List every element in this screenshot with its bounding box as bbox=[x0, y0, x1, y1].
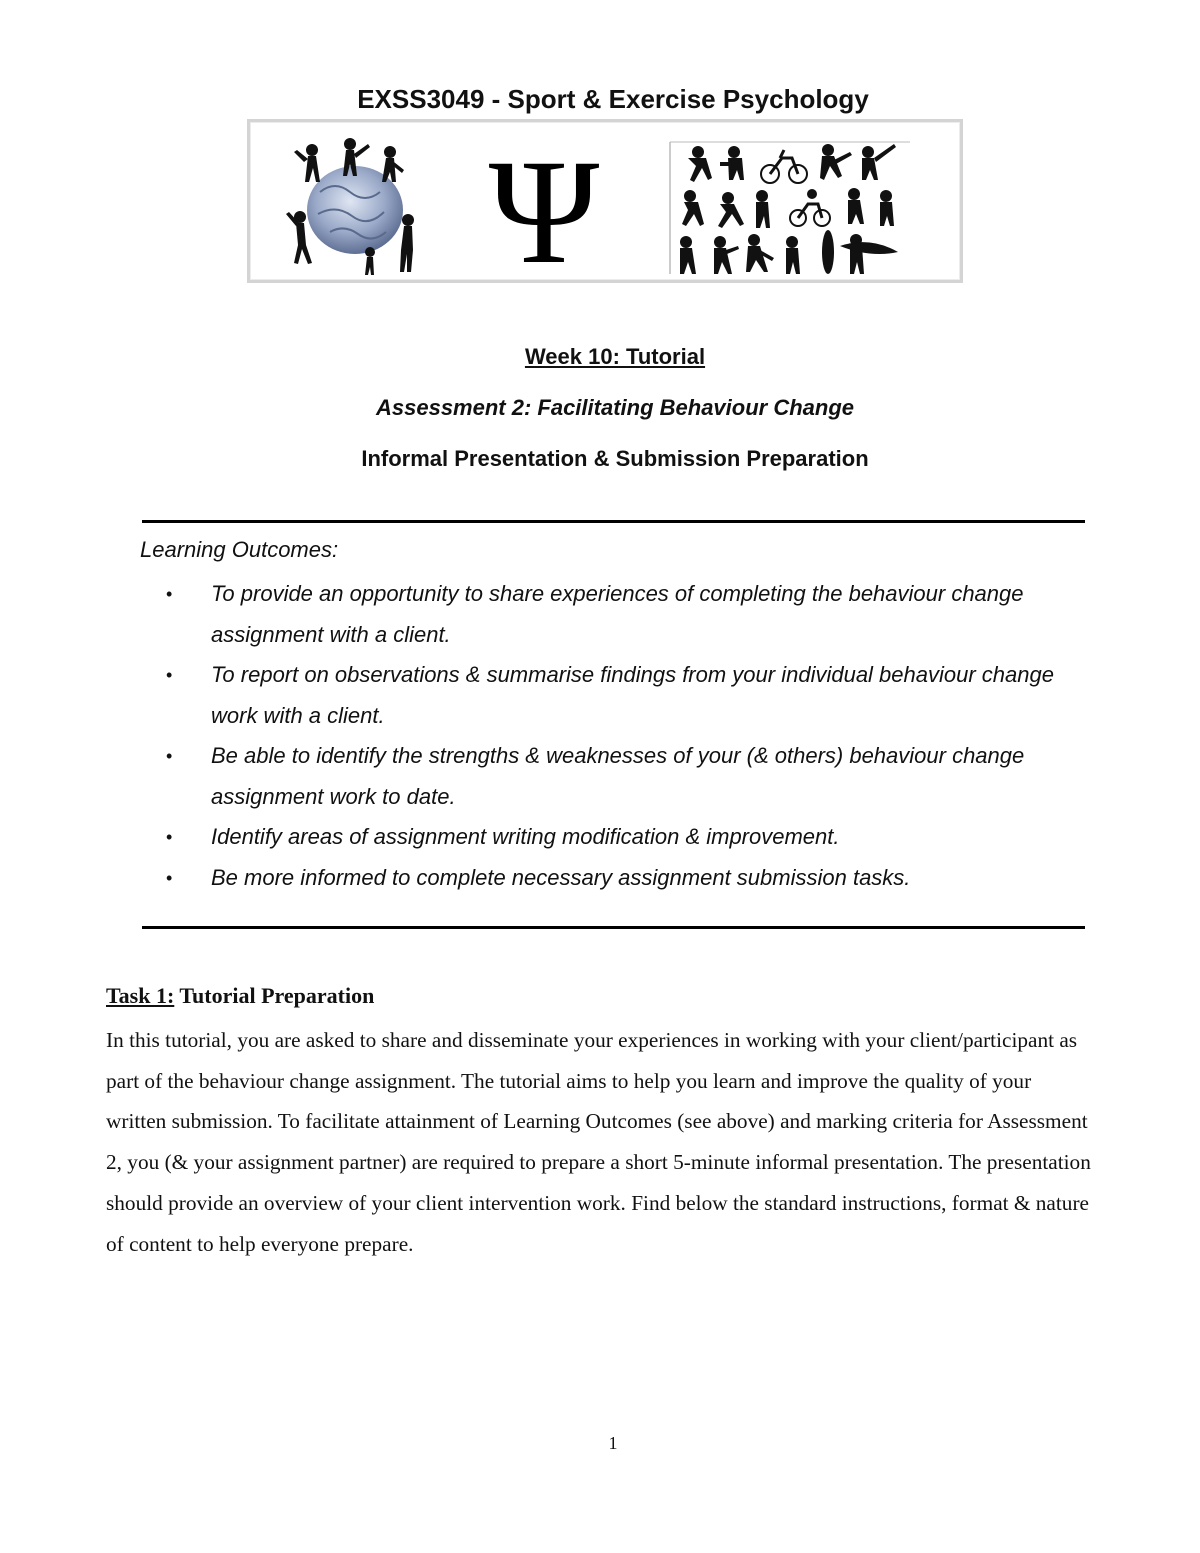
bottom-divider bbox=[142, 926, 1085, 929]
learning-outcomes-list bbox=[166, 574, 1096, 898]
list-item bbox=[166, 574, 1096, 655]
course-title: EXSS3049 - Sport & Exercise Psychology bbox=[357, 84, 869, 114]
bullet-icon: • bbox=[166, 827, 173, 847]
top-divider bbox=[142, 520, 1085, 523]
learning-outcome-text: To provide an opportunity to share experiences of completing the behaviour change assignment with a client. bbox=[211, 581, 1024, 647]
learning-outcome-text: Identify areas of assignment writing modification & improvement. bbox=[211, 824, 840, 849]
week-title: Week 10: Tutorial bbox=[524, 344, 706, 369]
bullet-icon: • bbox=[166, 665, 173, 685]
list-item bbox=[166, 655, 1096, 736]
page-number: 1 bbox=[608, 1433, 618, 1453]
brain-with-athletes-icon bbox=[286, 138, 414, 275]
list-item bbox=[166, 736, 1096, 817]
list-item bbox=[166, 817, 1096, 858]
banner-illustration bbox=[250, 122, 960, 280]
bullet-icon: • bbox=[166, 867, 173, 888]
task-1-body: In this tutorial, you are asked to share and disseminate your experiences in working with your client/participant as part of the behaviour change assignment. The tutorial aims to help you learn and improve the quality of your written submission. To facilitate attainment of Learning Outcomes (see above) and marking criteria for Assessment 2, you (& your assignment partner) are required to prepare a short 5-minute informal presentation. The presentation should provide an overview of your client intervention work. Find below the standard instructions, format & nature of content to help everyone prepare. bbox=[106, 1028, 1091, 1256]
task-1-title: Tutorial Preparation bbox=[174, 983, 375, 1008]
learning-outcomes-heading: Learning Outcomes: bbox=[140, 537, 339, 562]
psi-symbol-icon: Ψ bbox=[488, 129, 600, 280]
presentation-subtitle: Informal Presentation & Submission Preparation bbox=[361, 446, 869, 471]
learning-outcome-text: Be more informed to complete necessary assignment submission tasks. bbox=[211, 864, 911, 890]
bullet-icon: • bbox=[166, 746, 173, 766]
task-1-label: Task 1: bbox=[106, 983, 175, 1008]
task-1-heading bbox=[106, 983, 374, 1009]
learning-outcome-text: Be able to identify the strengths & weaknesses of your (& others) behaviour change assignment work to date. bbox=[211, 743, 1025, 809]
assessment-title: Assessment 2: Facilitating Behaviour Change bbox=[375, 395, 855, 420]
learning-outcome-text: To report on observations & summarise findings from your individual behaviour change work with a client. bbox=[211, 662, 1054, 728]
header-banner bbox=[247, 119, 963, 283]
sport-silhouettes-icon bbox=[670, 142, 910, 274]
bullet-icon: • bbox=[166, 584, 173, 604]
list-item bbox=[166, 858, 1096, 899]
